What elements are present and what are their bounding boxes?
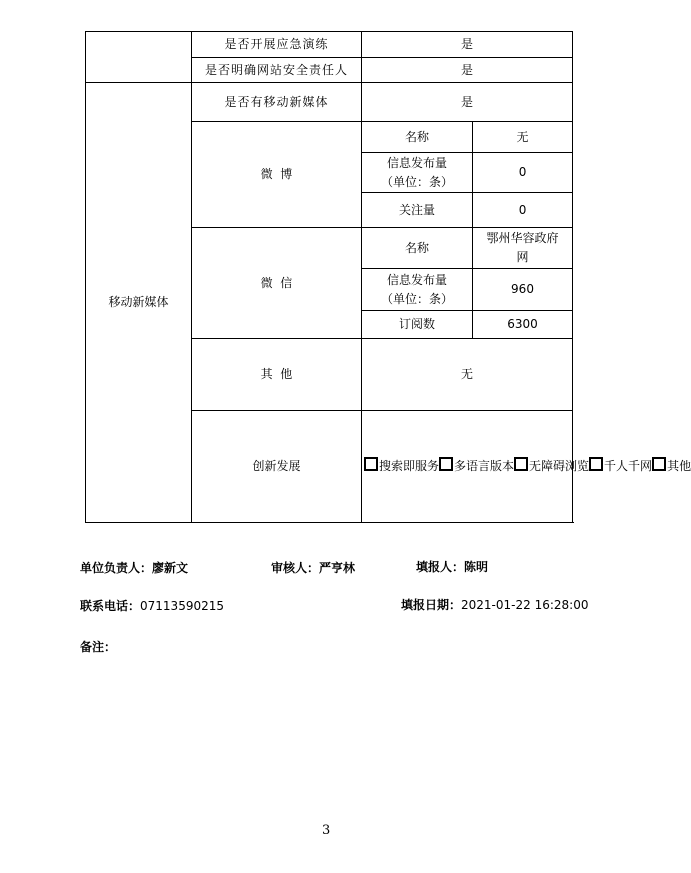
filler: 填报人：陈明	[416, 560, 489, 574]
mobile-section-label: 移动新媒体	[86, 83, 192, 523]
weibo-posts-label-line1: 信息发布量	[386, 155, 447, 170]
option-accessibility: 无障碍浏览	[514, 459, 589, 473]
option-other: 其他	[652, 459, 691, 473]
page-number: 3	[322, 823, 331, 838]
checkbox-icon	[589, 457, 603, 471]
checkbox-icon	[514, 457, 528, 471]
wechat-subs-label: 订阅数	[362, 311, 473, 339]
wechat-posts-label	[362, 269, 473, 311]
emergency-drill-value: 是	[362, 32, 573, 58]
checkbox-icon	[652, 457, 666, 471]
wechat-name-label: 名称	[362, 228, 473, 269]
wechat-posts-label-line2: （单位：条）	[380, 291, 453, 306]
blank-cell	[86, 32, 192, 83]
security-owner-label: 是否明确网站安全责任人	[192, 58, 362, 83]
option-personalized: 千人千网	[589, 459, 652, 473]
remarks-label: 备注：	[80, 640, 117, 654]
innovation-options	[362, 411, 691, 523]
emergency-drill-label: 是否开展应急演练	[192, 32, 362, 58]
weibo-posts-value: 0	[473, 153, 573, 193]
wechat-name-value-line2: 网	[516, 250, 529, 264]
innovation-label: 创新发展	[192, 411, 362, 523]
wechat-posts-label-line1: 信息发布量	[386, 272, 447, 287]
contact-phone: 联系电话：07113590215	[80, 599, 224, 613]
reviewer: 审核人：严亨林	[271, 561, 356, 575]
option-multilang: 多语言版本	[439, 459, 514, 473]
checkbox-icon	[364, 457, 378, 471]
weibo-name-label: 名称	[362, 122, 473, 153]
weibo-label: 微 博	[192, 122, 362, 228]
weibo-posts-label-line2: （单位：条）	[380, 174, 453, 189]
wechat-name-value	[473, 228, 573, 269]
unit-head: 单位负责人：廖新文	[80, 561, 189, 575]
checkbox-icon	[439, 457, 453, 471]
other-value: 无	[362, 339, 573, 411]
option-search: 搜索即服务	[364, 459, 439, 473]
weibo-followers-label: 关注量	[362, 193, 473, 228]
wechat-name-value-line1: 鄂州华容政府	[486, 231, 559, 245]
weibo-name-value: 无	[473, 122, 573, 153]
report-table	[85, 31, 691, 523]
weibo-followers-value: 0	[473, 193, 573, 228]
other-label: 其 他	[192, 339, 362, 411]
has-mobile-value: 是	[362, 83, 573, 122]
wechat-subs-value: 6300	[473, 311, 573, 339]
wechat-label: 微 信	[192, 228, 362, 339]
weibo-posts-label	[362, 153, 473, 193]
wechat-posts-value: 960	[473, 269, 573, 311]
security-owner-value: 是	[362, 58, 573, 83]
fill-date: 填报日期：2021-01-22 16:28:00	[401, 598, 589, 612]
has-mobile-label: 是否有移动新媒体	[192, 83, 362, 122]
